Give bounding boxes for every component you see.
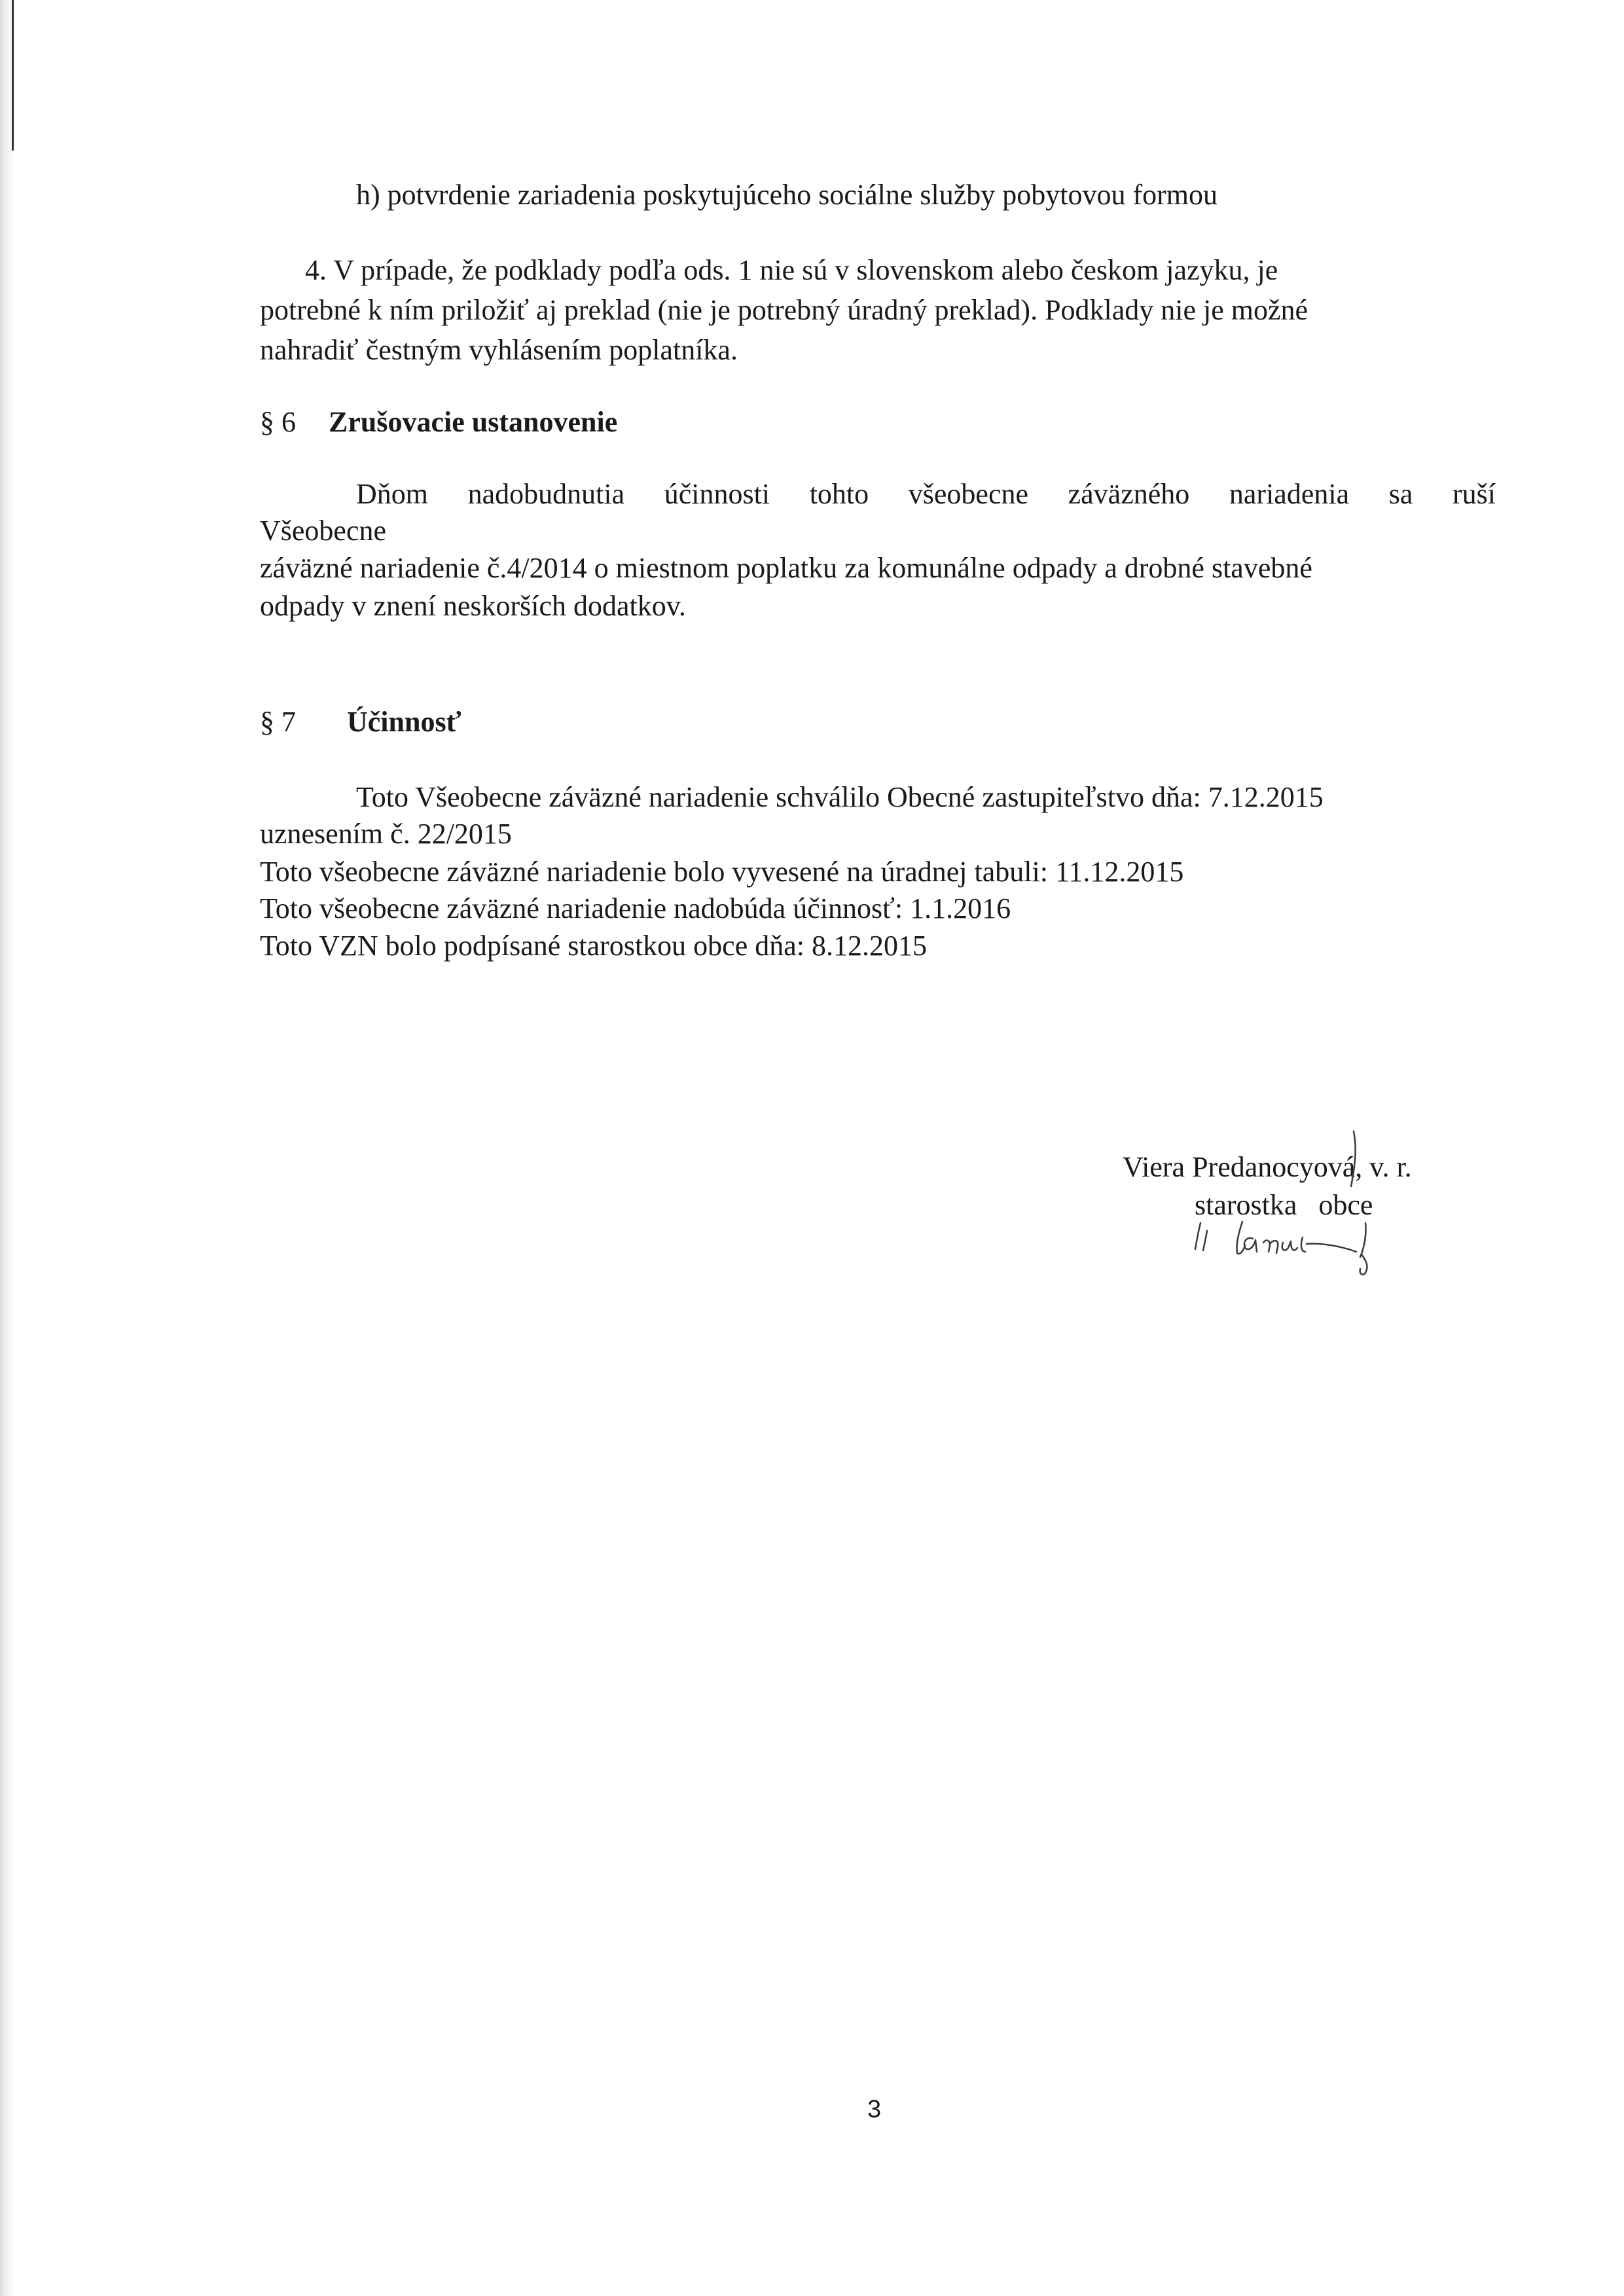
- section-7-line-5: Toto VZN bolo podpísané starostkou obce dňa: 8.12.2015: [260, 930, 927, 962]
- section-6-line-1: Dňom nadobudnutia účinnosti tohto všeobecne záväzného nariadenia sa ruší: [356, 478, 1496, 510]
- section-6-title: Zrušovacie ustanovenie: [329, 406, 618, 438]
- handwritten-signature: [1185, 1126, 1473, 1296]
- scan-edge-line: [12, 0, 14, 151]
- scan-edge-shadow: [0, 0, 14, 2296]
- signatory-role: starostka obce: [1195, 1189, 1373, 1221]
- section-7-line-3: Toto všeobecne záväzné nariadenie bolo vyvesené na úradnej tabuli: 11.12.2015: [260, 856, 1184, 888]
- item-h: h) potvrdenie zariadenia poskytujúceho sociálne služby pobytovou formou: [356, 179, 1218, 211]
- section-6-line-2: Všeobecne: [260, 515, 387, 547]
- section-7-title: Účinnosť: [347, 706, 461, 738]
- section-6-symbol: § 6: [260, 406, 296, 438]
- section-7-line-2: uznesením č. 22/2015: [260, 818, 512, 850]
- section-7-symbol: § 7: [260, 706, 296, 738]
- signatory-name: Viera Predanocyová, v. r.: [1123, 1151, 1412, 1183]
- item-4-line-3: nahradiť čestným vyhlásením poplatníka.: [260, 334, 738, 366]
- item-4-line-1: 4. V prípade, že podklady podľa ods. 1 nie sú v slovenskom alebo českom jazyku, je: [305, 254, 1278, 286]
- section-7-heading: [260, 704, 461, 740]
- section-6-line-4: odpady v znení neskorších dodatkov.: [260, 590, 686, 622]
- section-6-heading: [260, 404, 617, 441]
- item-4-line-2: potrebné k ním priložiť aj preklad (nie je potrebný úradný preklad). Podklady nie je možné: [260, 294, 1308, 326]
- section-6-line-3: záväzné nariadenie č.4/2014 o miestnom poplatku za komunálne odpady a drobné stavebné: [260, 552, 1312, 584]
- section-7-line-1: Toto Všeobecne záväzné nariadenie schválilo Obecné zastupiteľstvo dňa: 7.12.2015: [356, 781, 1324, 813]
- page-number: 3: [867, 2096, 882, 2123]
- section-7-line-4: Toto všeobecne záväzné nariadenie nadobúda účinnosť: 1.1.2016: [260, 892, 1011, 924]
